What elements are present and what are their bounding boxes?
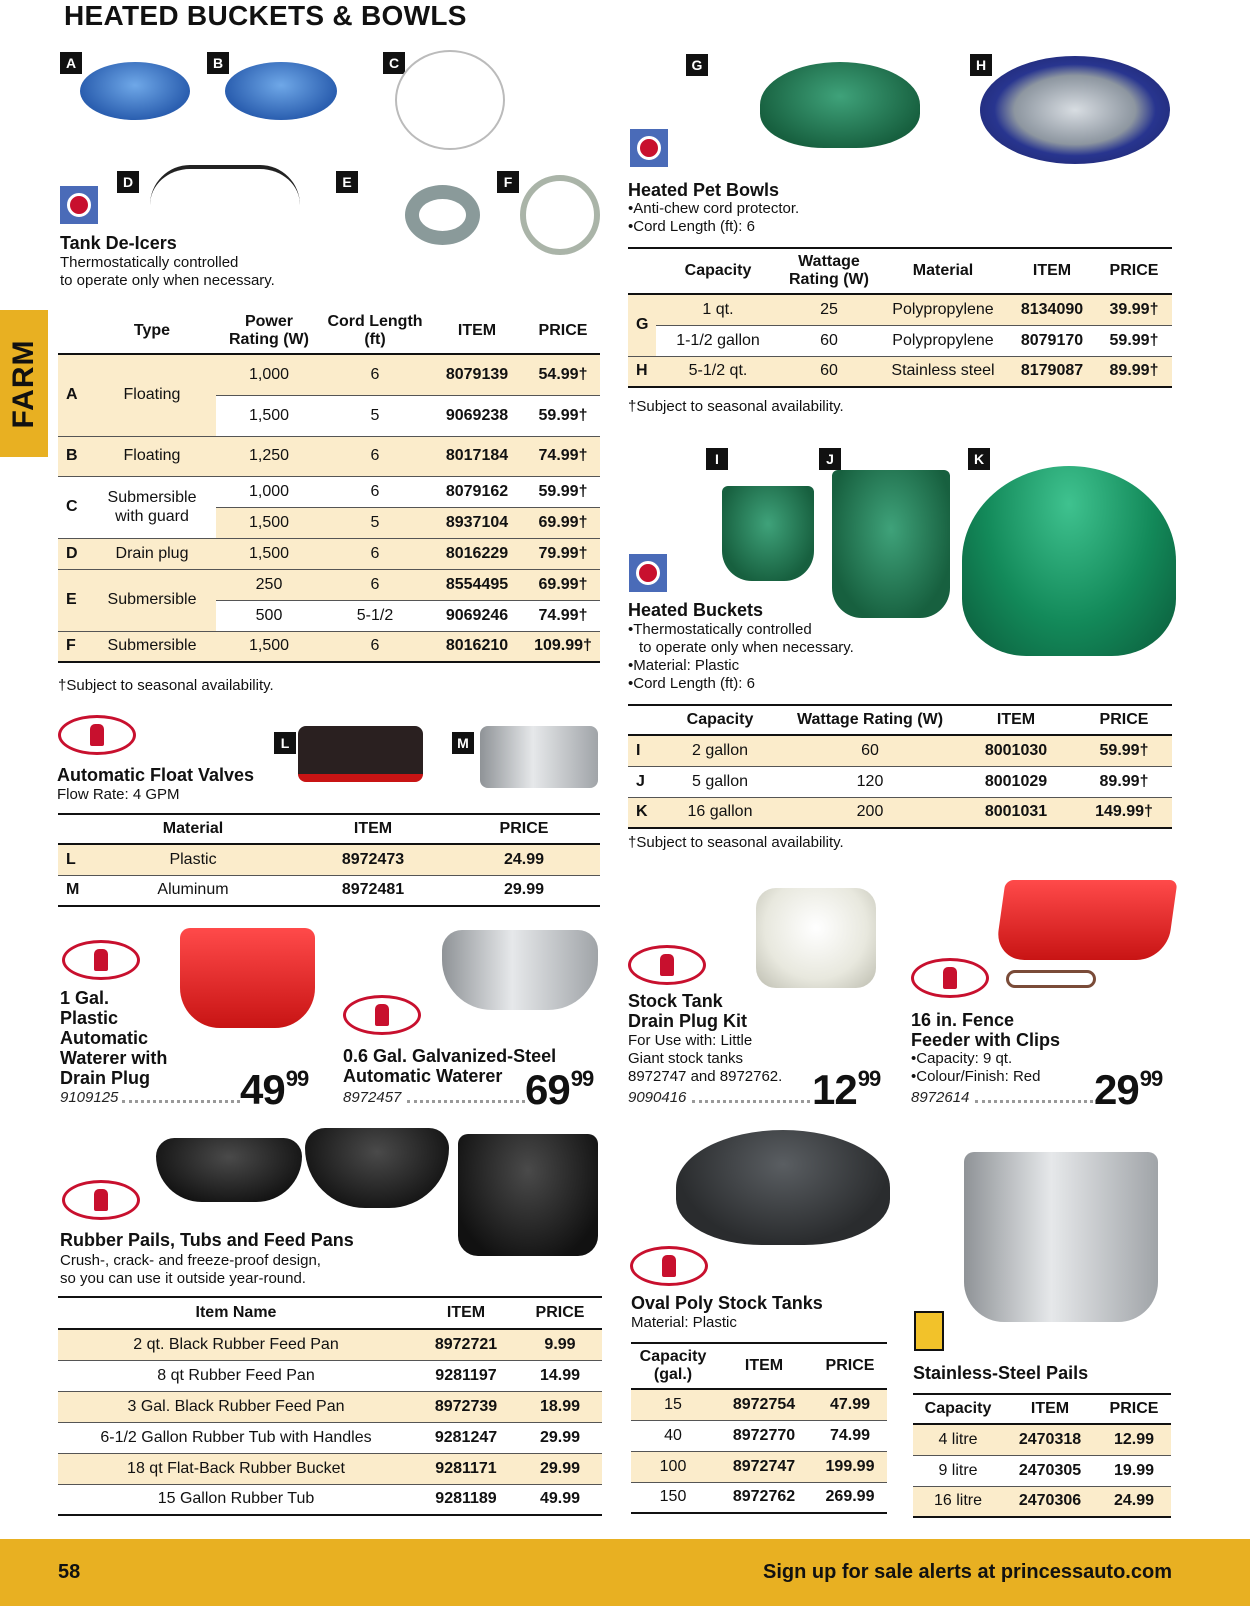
product-letter-c: C <box>383 52 405 74</box>
col-header-capacity: Capacity <box>913 1394 1003 1424</box>
rubber-desc-2: so you can use it outside year-round. <box>60 1270 306 1287</box>
table-row: 1,500 5 8937104 69.99† <box>58 507 600 538</box>
table-row: 2 qt. Black Rubber Feed Pan 8972721 9.99 <box>58 1329 602 1360</box>
featured-1-title-4: Waterer with <box>60 1048 168 1068</box>
table-row: L Plastic 8972473 24.99 <box>58 844 600 875</box>
col-header-price: PRICE <box>526 308 600 354</box>
col-header-price: PRICE <box>813 1343 887 1389</box>
princess-auto-logo <box>630 129 668 167</box>
col-header-name: Item Name <box>58 1297 414 1329</box>
col-header-material: Material <box>878 248 1008 294</box>
table-row: 16 litre 2470306 24.99 <box>913 1486 1171 1517</box>
table-row: B Floating 1,250 6 8017184 74.99† <box>58 436 600 476</box>
featured-1-title-3: Automatic <box>60 1028 149 1048</box>
princess-auto-logo <box>60 186 98 224</box>
steel-pail-image <box>964 1152 1158 1322</box>
col-header-power: Power Rating (W) <box>216 308 322 354</box>
product-letter-j: J <box>819 448 841 470</box>
bucket-i-image <box>722 486 814 581</box>
float-valves-desc: Flow Rate: 4 GPM <box>57 786 180 803</box>
waterer-galvanized-image <box>442 930 598 1010</box>
table-row: H 5-1/2 qt. 60 Stainless steel 8179087 89.99† <box>628 356 1172 387</box>
little-giant-logo <box>628 945 706 985</box>
table-row: 9 litre 2470305 19.99 <box>913 1455 1171 1486</box>
table-row: M Aluminum 8972481 29.99 <box>58 875 600 906</box>
product-letter-b: B <box>207 52 229 74</box>
featured-3-desc-1: For Use with: Little <box>628 1032 753 1049</box>
page-title: HEATED BUCKETS & BOWLS <box>64 0 467 31</box>
rubber-desc-1: Crush-, crack- and freeze-proof design, <box>60 1252 321 1269</box>
section-tab-label: FARM <box>7 339 40 428</box>
rubber-tub-image <box>305 1128 449 1208</box>
featured-4-title-1: 16 in. Fence <box>911 1010 1015 1030</box>
product-letter-k: K <box>968 448 990 470</box>
featured-3-sku: 9090416 <box>628 1089 687 1106</box>
de-icers-title: Tank De-Icers <box>60 233 177 253</box>
table-row: D Drain plug 1,500 6 8016229 79.99† <box>58 538 600 569</box>
little-giant-logo <box>62 940 140 980</box>
featured-1-sku: 9109125 <box>60 1089 119 1106</box>
col-header-item: ITEM <box>956 705 1076 735</box>
waterer-1gal-image <box>180 928 315 1028</box>
table-row: K 16 gallon 200 8001031 149.99† <box>628 797 1172 828</box>
pet-bowls-bullet-2: •Cord Length (ft): 6 <box>628 218 755 235</box>
table-row: 3 Gal. Black Rubber Feed Pan 8972739 18.99 <box>58 1391 602 1422</box>
product-letter-a: A <box>60 52 82 74</box>
power-fist-logo <box>914 1311 944 1351</box>
table-row: I 2 gallon 60 8001030 59.99† <box>628 735 1172 766</box>
heated-buckets-bullet-2: to operate only when necessary. <box>639 639 854 656</box>
product-letter-i: I <box>706 448 728 470</box>
footer-bar <box>0 1539 1250 1606</box>
featured-4-desc-2: •Colour/Finish: Red <box>911 1068 1041 1085</box>
table-row: 6-1/2 Gallon Rubber Tub with Handles 9281247 29.99 <box>58 1422 602 1453</box>
col-header-price: PRICE <box>518 1297 602 1329</box>
col-header-type: Type <box>88 308 216 354</box>
rubber-pan-image <box>156 1138 302 1202</box>
table-row: G 1 qt. 25 Polypropylene 8134090 39.99† <box>628 294 1172 325</box>
heated-buckets-bullet-1: •Thermostatically controlled <box>628 621 812 638</box>
table-row: 8 qt Rubber Feed Pan 9281197 14.99 <box>58 1360 602 1391</box>
heated-buckets-title: Heated Buckets <box>628 600 764 620</box>
table-row: F Submersible 1,500 6 8016210 109.99† <box>58 631 600 662</box>
product-letter-e: E <box>336 171 358 193</box>
col-header-wattage: Wattage Rating (W) <box>780 248 878 294</box>
de-icers-table <box>58 308 600 663</box>
table-row: 15 Gallon Rubber Tub 9281189 49.99 <box>58 1484 602 1515</box>
col-header-capacity: Capacity (gal.) <box>631 1343 715 1389</box>
de-icers-desc-1: Thermostatically controlled <box>60 254 239 271</box>
product-letter-l: L <box>274 732 296 754</box>
featured-4-price: $29^{99}$ <box>1094 1066 1163 1113</box>
float-valves-table <box>58 813 600 907</box>
feeder-clips-image <box>1006 970 1096 988</box>
little-giant-logo <box>58 715 136 755</box>
pails-table <box>913 1393 1171 1518</box>
pet-bowls-note: †Subject to seasonal availability. <box>628 398 844 415</box>
table-row: J 5 gallon 120 8001029 89.99† <box>628 766 1172 797</box>
col-header-letter <box>58 308 88 354</box>
col-header-wattage: Wattage Rating (W) <box>784 705 956 735</box>
table-row: 100 8972747 199.99 <box>631 1451 887 1482</box>
de-icer-e-image <box>405 185 480 245</box>
float-valves-title: Automatic Float Valves <box>57 765 255 785</box>
featured-3-desc-2: Giant stock tanks <box>628 1050 744 1067</box>
section-tab-farm[interactable] <box>0 310 48 457</box>
fence-feeder-image <box>994 880 1177 960</box>
featured-4-title-2: Feeder with Clips <box>911 1030 1061 1050</box>
float-valve-l-image <box>298 726 423 782</box>
col-header-capacity: Capacity <box>656 248 780 294</box>
little-giant-logo <box>343 995 421 1035</box>
table-row: 40 8972770 74.99 <box>631 1420 887 1451</box>
table-row: A Floating 1,000 6 8079139 54.99† <box>58 354 600 395</box>
product-letter-d: D <box>117 171 139 193</box>
de-icer-a-image <box>80 62 190 120</box>
featured-4-sku: 8972614 <box>911 1089 970 1106</box>
de-icers-desc-2: to operate only when necessary. <box>60 272 275 289</box>
col-header-item: ITEM <box>1003 1394 1097 1424</box>
price-leader-dots <box>692 1097 810 1103</box>
little-giant-logo <box>911 958 989 998</box>
featured-1-title-5: Drain Plug <box>60 1068 151 1088</box>
table-row: 500 5-1/2 9069246 74.99† <box>58 600 600 631</box>
featured-3-price: $12^{99}$ <box>812 1066 881 1113</box>
drain-plug-image <box>756 888 876 988</box>
bucket-k-image <box>962 466 1176 656</box>
col-header-material: Material <box>88 814 298 844</box>
heated-buckets-bullet-4: •Cord Length (ft): 6 <box>628 675 755 692</box>
rubber-bucket-image <box>458 1134 598 1256</box>
col-header-item: ITEM <box>715 1343 813 1389</box>
table-row: 1,500 5 9069238 59.99† <box>58 395 600 436</box>
heated-buckets-table <box>628 704 1172 829</box>
de-icer-b-image <box>225 62 337 120</box>
col-header-cord: Cord Length (ft) <box>322 308 428 354</box>
featured-1-title-1: 1 Gal. <box>60 988 110 1008</box>
col-header-item: ITEM <box>414 1297 518 1329</box>
col-header-item: ITEM <box>1008 248 1096 294</box>
featured-3-title-1: Stock Tank <box>628 991 723 1011</box>
oval-tanks-title: Oval Poly Stock Tanks <box>631 1293 823 1313</box>
featured-3-desc-3: 8972747 and 8972762. <box>628 1068 783 1085</box>
pails-title: Stainless-Steel Pails <box>913 1363 1089 1383</box>
featured-2-sku: 8972457 <box>343 1089 402 1106</box>
float-valve-m-image <box>480 726 598 788</box>
col-header-price: PRICE <box>1076 705 1172 735</box>
heated-buckets-bullet-3: •Material: Plastic <box>628 657 740 674</box>
table-row: 1-1/2 gallon 60 Polypropylene 8079170 59.99† <box>628 325 1172 356</box>
rubber-title: Rubber Pails, Tubs and Feed Pans <box>60 1230 354 1250</box>
col-header-item: ITEM <box>298 814 448 844</box>
sale-alerts-link[interactable]: Sign up for sale alerts at princessauto.com <box>762 1561 1172 1583</box>
oval-tanks-desc: Material: Plastic <box>631 1314 737 1331</box>
oval-tanks-table <box>631 1342 887 1514</box>
little-giant-logo <box>62 1180 140 1220</box>
col-header-price: PRICE <box>1096 248 1172 294</box>
heated-buckets-note: †Subject to seasonal availability. <box>628 834 844 851</box>
rubber-table <box>58 1296 602 1516</box>
pet-bowls-bullet-1: •Anti-chew cord protector. <box>628 200 800 217</box>
product-letter-m: M <box>452 732 474 754</box>
featured-2-title-2: Automatic Waterer <box>343 1066 503 1086</box>
pet-bowl-h-image <box>980 56 1170 164</box>
col-header-price: PRICE <box>1097 1394 1171 1424</box>
product-letter-h: H <box>970 54 992 76</box>
pet-bowl-g-image <box>760 62 920 148</box>
table-row: 150 8972762 269.99 <box>631 1482 887 1513</box>
de-icer-d-image <box>150 165 300 217</box>
bucket-j-image <box>832 470 950 618</box>
price-leader-dots <box>975 1097 1093 1103</box>
col-header-capacity: Capacity <box>656 705 784 735</box>
princess-auto-logo <box>629 554 667 592</box>
featured-4-desc-1: •Capacity: 9 qt. <box>911 1050 1013 1067</box>
table-row: 15 8972754 47.99 <box>631 1389 887 1420</box>
stock-tank-image <box>676 1130 890 1245</box>
table-row: 4 litre 2470318 12.99 <box>913 1424 1171 1455</box>
col-header-item: ITEM <box>428 308 526 354</box>
price-leader-dots <box>122 1097 240 1103</box>
table-row: 18 qt Flat-Back Rubber Bucket 9281171 29.99 <box>58 1453 602 1484</box>
col-header-price: PRICE <box>448 814 600 844</box>
featured-2-title-1: 0.6 Gal. Galvanized-Steel <box>343 1046 557 1066</box>
featured-2-price: $69^{99}$ <box>525 1066 594 1113</box>
featured-1-price: $49^{99}$ <box>240 1066 309 1113</box>
table-row: C Submersible with guard 1,000 6 8079162 59.99† <box>58 476 600 507</box>
de-icers-note: †Subject to seasonal availability. <box>58 677 274 694</box>
de-icer-f-image <box>520 175 600 255</box>
little-giant-logo <box>630 1246 708 1286</box>
page-number: 58 <box>58 1561 81 1583</box>
pet-bowls-table <box>628 247 1172 388</box>
featured-1-title-2: Plastic <box>60 1008 119 1028</box>
de-icer-c-image <box>395 50 505 150</box>
product-letter-g: G <box>686 54 708 76</box>
price-leader-dots <box>407 1097 525 1103</box>
product-letter-f: F <box>497 171 519 193</box>
pet-bowls-title: Heated Pet Bowls <box>628 180 780 200</box>
featured-3-title-2: Drain Plug Kit <box>628 1011 748 1031</box>
table-row: E Submersible 250 6 8554495 69.99† <box>58 569 600 600</box>
